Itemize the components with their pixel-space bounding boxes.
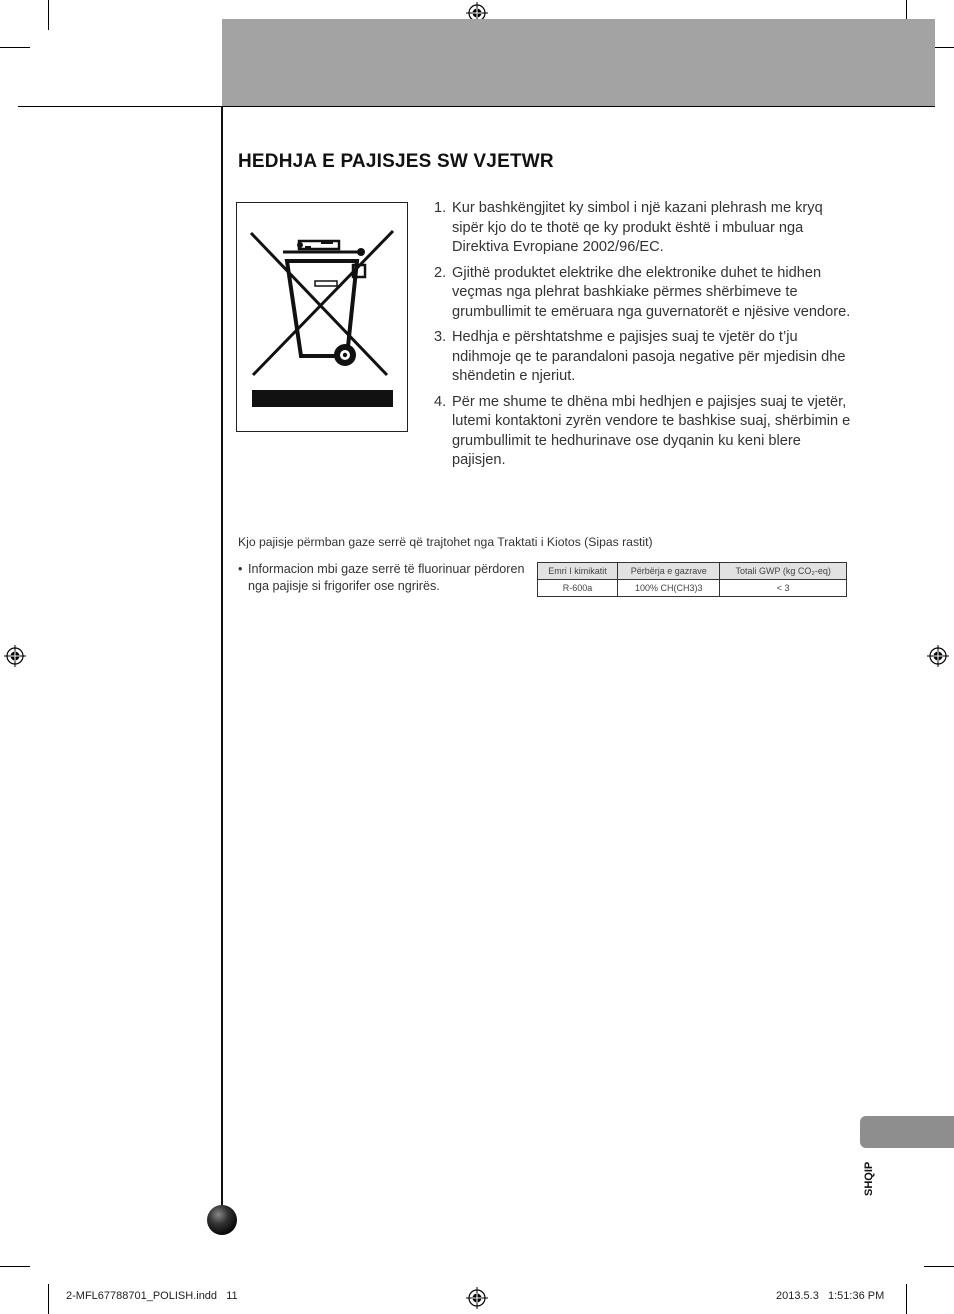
header-band: [222, 19, 935, 106]
crop-mark: [906, 1284, 907, 1314]
margin-rule: [221, 106, 223, 1226]
page-title: HEDHJA E PAJISJES SW VJETWR: [238, 151, 554, 172]
list-item: 2. Gjithë produktet elektrike dhe elektronike duhet te hidhen veçmas nga plehrat bashkiake përmes shërbimeve te grumbullimit te emëruara nga guvernatorët e njësive vendore.: [434, 264, 851, 320]
gas-info-bullet: [238, 561, 528, 594]
crop-mark: [0, 1266, 30, 1267]
table-cell: 100% CH(CH3)3: [618, 580, 720, 597]
table-header: Përbërja e gazrave: [618, 563, 720, 580]
weee-symbol: [236, 202, 408, 432]
table-header: Emri I kimikatit: [538, 563, 618, 580]
table-row: [538, 580, 847, 597]
header-rule: [18, 106, 935, 107]
crossed-bin-icon: [237, 203, 407, 431]
bullet-text: Informacion mbi gaze serrë të fluorinuar përdoren nga pajisje si frigorifer ose ngrirës.: [248, 562, 525, 593]
gas-table: [537, 562, 847, 597]
bullet-icon: •: [238, 562, 243, 576]
table-cell: R-600a: [538, 580, 618, 597]
table-cell: < 3: [720, 580, 847, 597]
gas-note: Kjo pajisje përmban gaze serrë që trajtohet nga Traktati i Kiotos (Sipas rastit): [238, 535, 653, 549]
language-label: SHQIP: [863, 1161, 875, 1196]
registration-mark-icon: [927, 645, 949, 667]
crop-mark: [0, 47, 30, 48]
table-header: Totali GWP (kg CO₂-eq): [720, 563, 847, 580]
footer-filename: 2-MFL67788701_POLISH.indd 11: [66, 1290, 238, 1302]
crop-mark: [48, 1284, 49, 1314]
footer-timestamp: 2013.5.3 1:51:36 PM: [776, 1290, 885, 1302]
language-tab: [860, 1116, 954, 1148]
disposal-instructions: [434, 199, 854, 477]
table-header-row: [538, 563, 847, 580]
registration-mark-icon: [466, 1287, 488, 1309]
registration-mark-icon: [4, 645, 26, 667]
page-marker: [207, 1205, 237, 1235]
crop-mark: [924, 1266, 954, 1267]
list-item: 3. Hedhja e përshtatshme e pajisjes suaj te vjetër do t’ju ndihmoje qe te parandaloni pasoja negative për mjedisin dhe shëndetin e njeriut.: [434, 329, 846, 384]
list-item: 4. Për me shume te dhëna mbi hedhjen e pajisjes suaj te vjetër, lutemi kontaktoni zyrën vendore te bashkise suaj, shërbimin e grumbullimit te hedhurinave ose dyqanin ku keni blere pajisjen.: [434, 393, 851, 468]
list-item: 1. Kur bashkëngjitet ky simbol i një kazani plehrash me kryq sipër kjo do te thotë qe ky produkt është i mbuluar nga Direktiva Evropiane 2002/96/EC.: [434, 200, 823, 255]
crop-mark: [48, 0, 49, 30]
